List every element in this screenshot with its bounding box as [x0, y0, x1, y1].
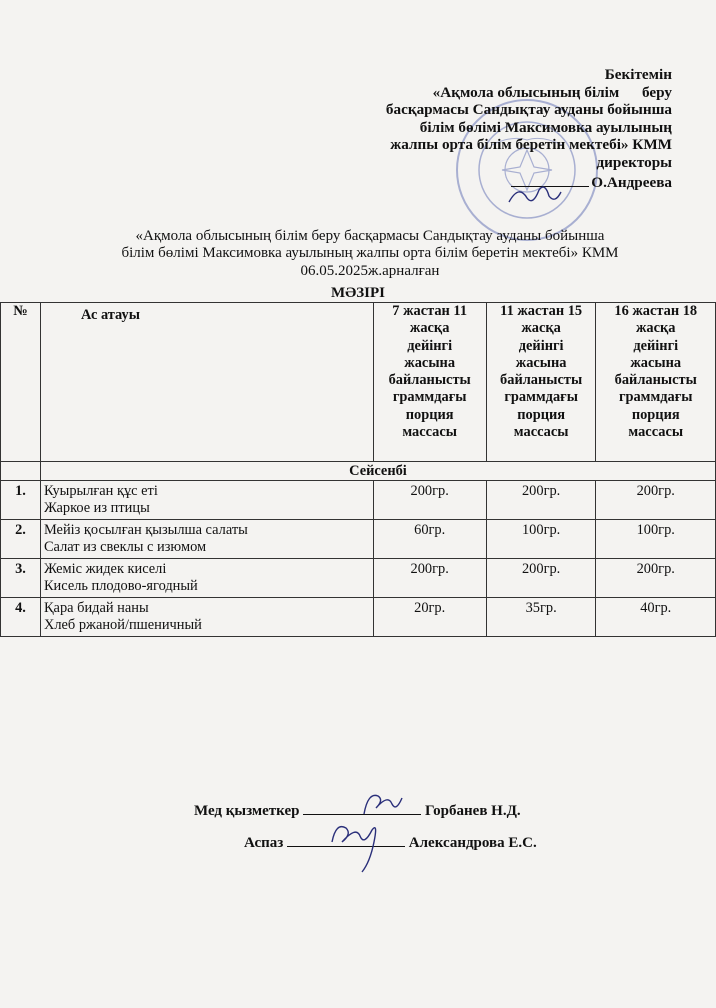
- cook-label: Аспаз: [244, 835, 284, 851]
- director-signature-line: [332, 173, 672, 192]
- portion-7-11: 200гр.: [373, 559, 486, 598]
- dish-name-kz: Мейіз қосылған қызылша салаты: [43, 522, 248, 538]
- portion-7-11: 200гр.: [373, 481, 486, 520]
- row-number: 1.: [1, 481, 41, 520]
- portion-7-11: 60гр.: [373, 520, 486, 559]
- document-header: [60, 228, 680, 280]
- header-text: граммдағы: [392, 389, 467, 406]
- header-date: 06.05.2025ж.арналған: [300, 262, 440, 279]
- dish-name: [40, 598, 373, 637]
- header-no: №: [1, 303, 41, 462]
- cook-signature: [322, 812, 392, 876]
- dish-name-kz: Куырылған құс еті: [43, 483, 158, 499]
- header-text: 7 жастан 11: [392, 303, 468, 319]
- header-line: білім бөлімі Максимовка ауылының жалпы орта білім беретін мектебі» КММ: [121, 245, 619, 262]
- cook-name: Александрова Е.С.: [408, 835, 537, 851]
- portion-11-15: 200гр.: [486, 481, 596, 520]
- approval-block: [332, 66, 672, 191]
- header-text: дейінгі: [518, 337, 564, 354]
- dish-name: [40, 481, 373, 520]
- header-text: порция: [405, 406, 454, 423]
- med-worker-label: Мед қызметкер: [194, 803, 300, 819]
- table-row: [1, 481, 716, 520]
- table-row: [1, 520, 716, 559]
- dish-name-kz: Жеміс жидек киселі: [43, 561, 167, 577]
- table-row: [1, 598, 716, 637]
- dish-name-ru: Жаркое из птицы: [43, 500, 150, 516]
- portion-16-18: 200гр.: [596, 481, 716, 520]
- table-header-row: [1, 303, 716, 462]
- dish-name-kz: Қара бидай наны: [43, 600, 149, 616]
- row-number: 3.: [1, 559, 41, 598]
- row-number: 2.: [1, 520, 41, 559]
- header-text: жасына: [404, 354, 456, 371]
- portion-11-15: 200гр.: [486, 559, 596, 598]
- day-label: Сейсенбі: [40, 462, 715, 481]
- header-age-11-15: [486, 303, 596, 462]
- header-dish-name: Ас атауы: [40, 303, 373, 462]
- header-line: «Ақмола облысының білім беру басқармасы Сандықтау ауданы бойынша: [135, 228, 605, 244]
- dish-name-ru: Салат из свеклы с изюмом: [43, 539, 207, 555]
- day-row: [1, 462, 716, 481]
- dish-name-ru: Хлеб ржаной/пшеничный: [43, 617, 202, 633]
- row-number: 4.: [1, 598, 41, 637]
- header-text: дейінгі: [407, 337, 453, 354]
- day-cell-empty: [1, 462, 41, 481]
- portion-16-18: 40гр.: [596, 598, 716, 637]
- header-text: жасқа: [635, 320, 676, 337]
- portion-11-15: 35гр.: [486, 598, 596, 637]
- header-text: жасына: [630, 354, 682, 371]
- approval-line: Бекітемін: [604, 66, 672, 83]
- header-text: жасқа: [409, 320, 450, 337]
- director-signature: [505, 180, 565, 210]
- header-text: байланысты: [388, 372, 471, 389]
- header-text: граммдағы: [504, 389, 578, 406]
- header-text: 16 жастан 18: [614, 303, 698, 319]
- header-text: массасы: [628, 424, 684, 441]
- header-text: байланысты: [614, 372, 697, 389]
- header-text: байланысты: [500, 372, 583, 389]
- menu-title: МӘЗІРІ: [331, 285, 385, 301]
- dish-name: [40, 559, 373, 598]
- header-age-16-18: [596, 303, 716, 462]
- header-text: дейінгі: [633, 337, 679, 354]
- header-text: порция: [517, 406, 566, 423]
- table-row: [1, 559, 716, 598]
- med-worker-name: Горбанев Н.Д.: [424, 803, 521, 819]
- header-text: граммдағы: [618, 389, 693, 406]
- portion-7-11: 20гр.: [373, 598, 486, 637]
- approval-line: жалпы орта білім беретін мектебі» КММ: [390, 136, 672, 154]
- header-text: жасқа: [521, 320, 561, 337]
- header-text: массасы: [513, 424, 569, 441]
- approval-line: директоры: [596, 153, 672, 171]
- dish-name-ru: Кисель плодово-ягодный: [43, 578, 198, 594]
- header-age-7-11: [373, 303, 486, 462]
- approval-line: басқармасы Сандықтау ауданы бойынша: [385, 101, 672, 119]
- menu-table: [0, 302, 716, 637]
- approval-line: «Ақмола облысының білім беру: [432, 83, 672, 101]
- portion-16-18: 100гр.: [596, 520, 716, 559]
- dish-name: [40, 520, 373, 559]
- header-text: жасына: [515, 354, 567, 371]
- approval-line: білім бөлімі Максимовка ауылының: [419, 118, 672, 136]
- header-text: порция: [631, 406, 680, 423]
- header-text: 11 жастан 15: [500, 303, 583, 319]
- portion-16-18: 200гр.: [596, 559, 716, 598]
- director-name: О.Андреева: [591, 173, 672, 191]
- portion-11-15: 100гр.: [486, 520, 596, 559]
- header-text: массасы: [402, 424, 457, 441]
